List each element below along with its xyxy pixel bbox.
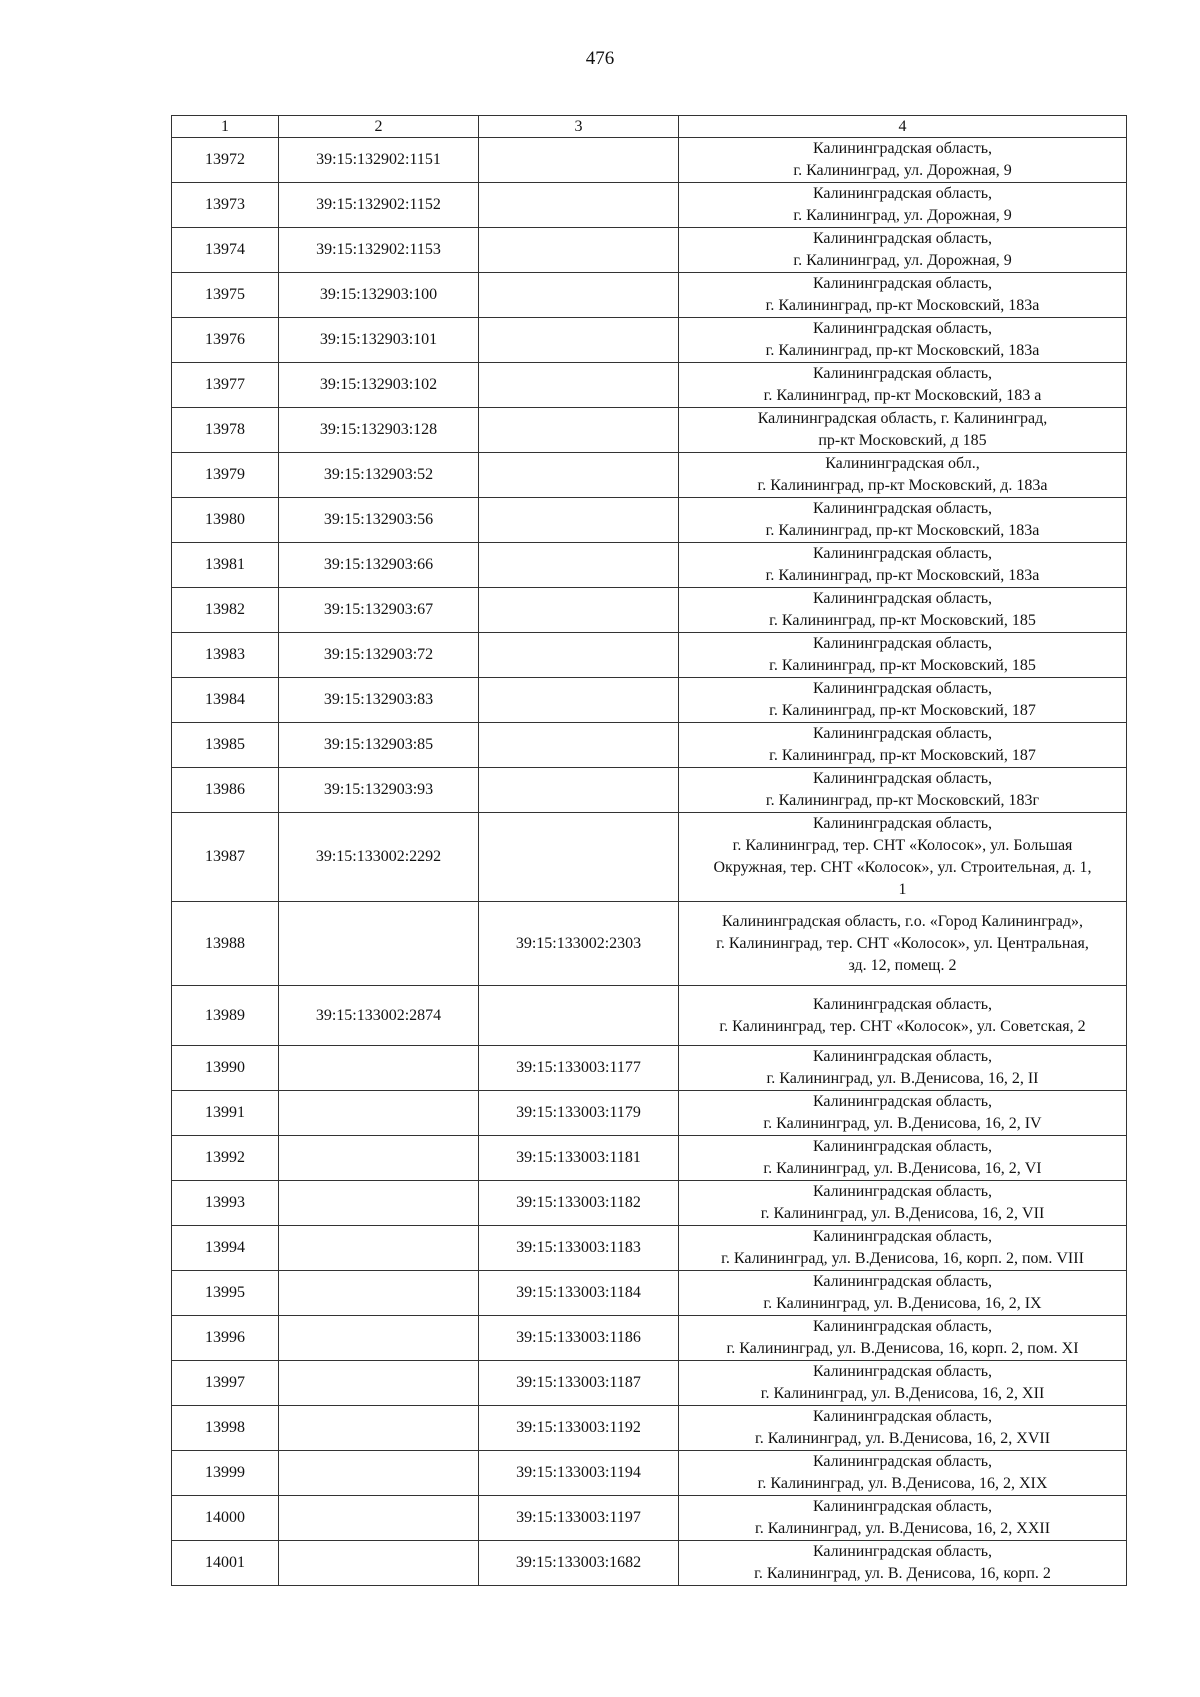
cadastral-number-cell (479, 183, 679, 228)
cadastral-number-cell: 39:15:133003:1682 (479, 1541, 679, 1586)
address-line: Калининградская область, (812, 590, 993, 607)
address-line: г. Калининград, пр-кт Московский, 183а (765, 342, 1040, 359)
address-line: г. Калининград, ул. В.Денисова, 16, 2, II (766, 1070, 1039, 1087)
table-row (172, 1181, 1127, 1226)
address-cell (679, 1136, 1127, 1181)
address-line: г. Калининград, ул. В.Денисова, 16, 2, IX (763, 1295, 1042, 1312)
table-row (172, 1496, 1127, 1541)
address-line: Калининградская область, г. Калининград, (757, 410, 1048, 427)
row-number-cell: 13980 (172, 498, 279, 543)
address-line: г. Калининград, ул. Дорожная, 9 (793, 252, 1012, 269)
cadastral-number-cell (479, 813, 679, 902)
address-cell (679, 453, 1127, 498)
address-line: г. Калининград, ул. В.Денисова, 16, 2, VII (760, 1205, 1045, 1222)
row-number-cell: 13984 (172, 678, 279, 723)
row-number-cell: 13991 (172, 1091, 279, 1136)
address-cell (679, 1361, 1127, 1406)
row-number-cell: 13998 (172, 1406, 279, 1451)
column-header-2: 2 (279, 116, 479, 138)
table-row (172, 183, 1127, 228)
table-row (172, 408, 1127, 453)
column-header-3: 3 (479, 116, 679, 138)
address-cell (679, 1541, 1127, 1586)
address-line: Калининградская область, (812, 1183, 993, 1200)
address-line: г. Калининград, ул. Дорожная, 9 (793, 207, 1012, 224)
cadastral-number-cell: 39:15:133002:2874 (279, 986, 479, 1046)
address-line: Калининградская область, (812, 140, 993, 157)
column-header-4: 4 (679, 116, 1127, 138)
address-line: Калининградская обл., (825, 455, 980, 472)
cadastral-number-cell: 39:15:132903:66 (279, 543, 479, 588)
table-row (172, 723, 1127, 768)
address-cell (679, 588, 1127, 633)
cadastral-number-cell: 39:15:132903:83 (279, 678, 479, 723)
address-line: г. Калининград, тер. СНТ «Колосок», ул. Большая (732, 837, 1073, 854)
cadastral-number-cell: 39:15:132903:128 (279, 408, 479, 453)
address-cell (679, 498, 1127, 543)
cadastral-number-cell (479, 273, 679, 318)
address-line: г. Калининград, пр-кт Московский, 183а (765, 567, 1040, 584)
cadastral-number-cell (479, 228, 679, 273)
address-cell (679, 678, 1127, 723)
table-row (172, 228, 1127, 273)
address-cell (679, 1316, 1127, 1361)
row-number-cell: 13982 (172, 588, 279, 633)
row-number-cell: 13992 (172, 1136, 279, 1181)
address-line: Калининградская область, (812, 725, 993, 742)
address-line: г. Калининград, ул. В.Денисова, 16, корп. 2, пом. XI (726, 1340, 1079, 1357)
row-number-cell: 13986 (172, 768, 279, 813)
cadastral-number-cell (279, 1181, 479, 1226)
address-line: г. Калининград, ул. В.Денисова, 16, 2, XVII (754, 1430, 1051, 1447)
address-line: г. Калининград, пр-кт Московский, 185 (769, 657, 1036, 674)
row-number-cell: 14000 (172, 1496, 279, 1541)
table-row (172, 1271, 1127, 1316)
address-cell (679, 813, 1127, 902)
table-row (172, 902, 1127, 986)
header-row (172, 116, 1127, 138)
address-line: г. Калининград, пр-кт Московский, 183а (765, 522, 1040, 539)
cadastral-number-cell: 39:15:132902:1153 (279, 228, 479, 273)
address-line: г. Калининград, ул. В.Денисова, 16, корп. 2, пом. VIII (721, 1250, 1084, 1267)
table-row (172, 1406, 1127, 1451)
address-line: Калининградская область, (812, 275, 993, 292)
cadastral-number-cell: 39:15:133003:1183 (479, 1226, 679, 1271)
address-line: Калининградская область, (812, 500, 993, 517)
cadastral-number-cell: 39:15:133003:1177 (479, 1046, 679, 1091)
address-cell (679, 408, 1127, 453)
cadastral-number-cell: 39:15:132903:101 (279, 318, 479, 363)
address-line: пр-кт Московский, д 185 (818, 432, 987, 449)
address-cell (679, 1496, 1127, 1541)
table-row (172, 1541, 1127, 1586)
address-line: Калининградская область, (812, 1363, 993, 1380)
row-number-cell: 13975 (172, 273, 279, 318)
address-line: Калининградская область, (812, 365, 993, 382)
address-line: Калининградская область, (812, 770, 993, 787)
address-cell (679, 273, 1127, 318)
cadastral-number-cell (479, 138, 679, 183)
cadastral-number-cell: 39:15:132903:85 (279, 723, 479, 768)
cadastral-number-cell: 39:15:133003:1184 (479, 1271, 679, 1316)
address-line: Калининградская область, (812, 1273, 993, 1290)
cadastral-number-cell (479, 453, 679, 498)
row-number-cell: 13974 (172, 228, 279, 273)
address-line: Калининградская область, (812, 680, 993, 697)
address-line: г. Калининград, пр-кт Московский, 187 (769, 702, 1036, 719)
address-line: г. Калининград, пр-кт Московский, 183г (765, 792, 1040, 809)
address-cell (679, 363, 1127, 408)
address-line: Калининградская область, (812, 545, 993, 562)
row-number-cell: 13981 (172, 543, 279, 588)
row-number-cell: 13972 (172, 138, 279, 183)
address-line: Калининградская область, (812, 1318, 993, 1335)
address-line: 1 (898, 881, 907, 898)
address-line: Калининградская область, (812, 1228, 993, 1245)
address-line: г. Калининград, ул. В.Денисова, 16, 2, IV (763, 1115, 1042, 1132)
cadastral-number-cell: 39:15:133002:2292 (279, 813, 479, 902)
row-number-cell: 13987 (172, 813, 279, 902)
cadastral-number-cell (479, 768, 679, 813)
table-header (172, 116, 1127, 138)
address-cell (679, 543, 1127, 588)
row-number-cell: 13983 (172, 633, 279, 678)
address-line: Калининградская область, (812, 995, 993, 1013)
cadastral-number-cell (279, 1271, 479, 1316)
address-cell (679, 318, 1127, 363)
cadastral-number-cell (279, 1226, 479, 1271)
address-cell (679, 228, 1127, 273)
address-cell (679, 1406, 1127, 1451)
table-row (172, 363, 1127, 408)
address-cell (679, 1046, 1127, 1091)
cadastral-number-cell (479, 363, 679, 408)
cadastral-number-cell (479, 408, 679, 453)
table-row (172, 1046, 1127, 1091)
cadastral-number-cell (279, 902, 479, 986)
address-line: г. Калининград, пр-кт Московский, 183а (765, 297, 1040, 314)
address-line: г. Калининград, ул. Дорожная, 9 (793, 162, 1012, 179)
cadastral-number-cell: 39:15:133003:1192 (479, 1406, 679, 1451)
cadastral-number-cell (279, 1316, 479, 1361)
column-header-1: 1 (172, 116, 279, 138)
table-row (172, 138, 1127, 183)
cadastral-number-cell (279, 1136, 479, 1181)
cadastral-number-cell (279, 1361, 479, 1406)
row-number-cell: 14001 (172, 1541, 279, 1586)
cadastral-number-cell (479, 723, 679, 768)
address-line: г. Калининград, пр-кт Московский, 185 (769, 612, 1036, 629)
table-row (172, 318, 1127, 363)
cadastral-number-cell: 39:15:133003:1197 (479, 1496, 679, 1541)
cadastral-number-cell (279, 1046, 479, 1091)
row-number-cell: 13976 (172, 318, 279, 363)
address-cell (679, 1226, 1127, 1271)
row-number-cell: 13994 (172, 1226, 279, 1271)
address-line: г. Калининград, пр-кт Московский, 187 (769, 747, 1036, 764)
row-number-cell: 13995 (172, 1271, 279, 1316)
cadastral-number-cell (479, 498, 679, 543)
table-row (172, 498, 1127, 543)
address-line: Калининградская область, (812, 1408, 993, 1425)
cadastral-number-cell: 39:15:132902:1152 (279, 183, 479, 228)
address-line: зд. 12, помещ. 2 (848, 956, 957, 974)
row-number-cell: 13978 (172, 408, 279, 453)
address-line: г. Калининград, пр-кт Московский, 183 а (763, 387, 1042, 404)
address-line: Калининградская область, (812, 635, 993, 652)
row-number-cell: 13979 (172, 453, 279, 498)
cadastral-number-cell: 39:15:133003:1194 (479, 1451, 679, 1496)
address-line: Калининградская область, г.о. «Город Калининград», (721, 912, 1084, 930)
address-line: Калининградская область, (812, 320, 993, 337)
table-row (172, 1451, 1127, 1496)
address-line: г. Калининград, ул. В.Денисова, 16, 2, XII (760, 1385, 1045, 1402)
cadastral-number-cell: 39:15:133003:1179 (479, 1091, 679, 1136)
table-row (172, 1316, 1127, 1361)
registry-table (171, 115, 1127, 1586)
address-line: Калининградская область, (812, 1138, 993, 1155)
address-line: г. Калининград, ул. В. Денисова, 16, корп. 2 (754, 1565, 1051, 1582)
address-cell (679, 768, 1127, 813)
row-number-cell: 13977 (172, 363, 279, 408)
address-line: Калининградская область, (812, 1498, 993, 1515)
row-number-cell: 13997 (172, 1361, 279, 1406)
table-body (172, 138, 1127, 1586)
table-row (172, 986, 1127, 1046)
cadastral-number-cell: 39:15:133003:1187 (479, 1361, 679, 1406)
cadastral-number-cell: 39:15:132903:72 (279, 633, 479, 678)
row-number-cell: 13989 (172, 986, 279, 1046)
cadastral-number-cell: 39:15:133003:1182 (479, 1181, 679, 1226)
cadastral-number-cell (279, 1406, 479, 1451)
cadastral-number-cell: 39:15:132903:93 (279, 768, 479, 813)
address-line: г. Калининград, тер. СНТ «Колосок», ул. Советская, 2 (719, 1017, 1086, 1035)
row-number-cell: 13988 (172, 902, 279, 986)
row-number-cell: 13973 (172, 183, 279, 228)
page-number: 476 (585, 48, 615, 69)
address-cell (679, 1181, 1127, 1226)
address-line: г. Калининград, ул. В.Денисова, 16, 2, XXII (754, 1520, 1051, 1537)
cadastral-number-cell (479, 633, 679, 678)
row-number-cell: 13985 (172, 723, 279, 768)
table-row (172, 543, 1127, 588)
cadastral-number-cell: 39:15:132903:56 (279, 498, 479, 543)
address-cell (679, 1451, 1127, 1496)
table-row (172, 1226, 1127, 1271)
table-row (172, 273, 1127, 318)
address-line: г. Калининград, тер. СНТ «Колосок», ул. Центральная, (716, 934, 1089, 952)
cadastral-number-cell: 39:15:132903:52 (279, 453, 479, 498)
address-line: Калининградская область, (812, 185, 993, 202)
cadastral-number-cell: 39:15:132903:102 (279, 363, 479, 408)
cadastral-number-cell (479, 543, 679, 588)
cadastral-number-cell (279, 1496, 479, 1541)
cadastral-number-cell (279, 1091, 479, 1136)
address-line: Калининградская область, (812, 815, 993, 832)
address-cell (679, 1271, 1127, 1316)
cadastral-number-cell (279, 1451, 479, 1496)
cadastral-number-cell: 39:15:132903:67 (279, 588, 479, 633)
table-row (172, 1136, 1127, 1181)
address-line: г. Калининград, ул. В.Денисова, 16, 2, XIX (757, 1475, 1048, 1492)
table-row (172, 1091, 1127, 1136)
address-cell (679, 902, 1127, 986)
address-cell (679, 633, 1127, 678)
row-number-cell: 13993 (172, 1181, 279, 1226)
row-number-cell: 13990 (172, 1046, 279, 1091)
cadastral-number-cell: 39:15:133003:1181 (479, 1136, 679, 1181)
cadastral-number-cell: 39:15:132902:1151 (279, 138, 479, 183)
address-line: Калининградская область, (812, 1048, 993, 1065)
address-line: Окружная, тер. СНТ «Колосок», ул. Строительная, д. 1, (713, 859, 1092, 876)
cadastral-number-cell (479, 588, 679, 633)
address-line: г. Калининград, ул. В.Денисова, 16, 2, VI (763, 1160, 1042, 1177)
address-line: Калининградская область, (812, 1093, 993, 1110)
address-cell (679, 138, 1127, 183)
cadastral-number-cell (479, 318, 679, 363)
table-row (172, 588, 1127, 633)
cadastral-number-cell (479, 986, 679, 1046)
table-row (172, 1361, 1127, 1406)
table-row (172, 678, 1127, 723)
address-line: г. Калининград, пр-кт Московский, д. 183а (757, 477, 1048, 494)
address-cell (679, 183, 1127, 228)
table-row (172, 633, 1127, 678)
row-number-cell: 13999 (172, 1451, 279, 1496)
address-cell (679, 1091, 1127, 1136)
table-row (172, 768, 1127, 813)
row-number-cell: 13996 (172, 1316, 279, 1361)
address-cell (679, 723, 1127, 768)
address-line: Калининградская область, (812, 230, 993, 247)
cadastral-number-cell: 39:15:132903:100 (279, 273, 479, 318)
cadastral-number-cell: 39:15:133003:1186 (479, 1316, 679, 1361)
cadastral-number-cell: 39:15:133002:2303 (479, 902, 679, 986)
address-cell (679, 986, 1127, 1046)
table-row (172, 453, 1127, 498)
table-row (172, 813, 1127, 902)
cadastral-number-cell (279, 1541, 479, 1586)
address-line: Калининградская область, (812, 1453, 993, 1470)
cadastral-number-cell (479, 678, 679, 723)
address-line: Калининградская область, (812, 1543, 993, 1560)
